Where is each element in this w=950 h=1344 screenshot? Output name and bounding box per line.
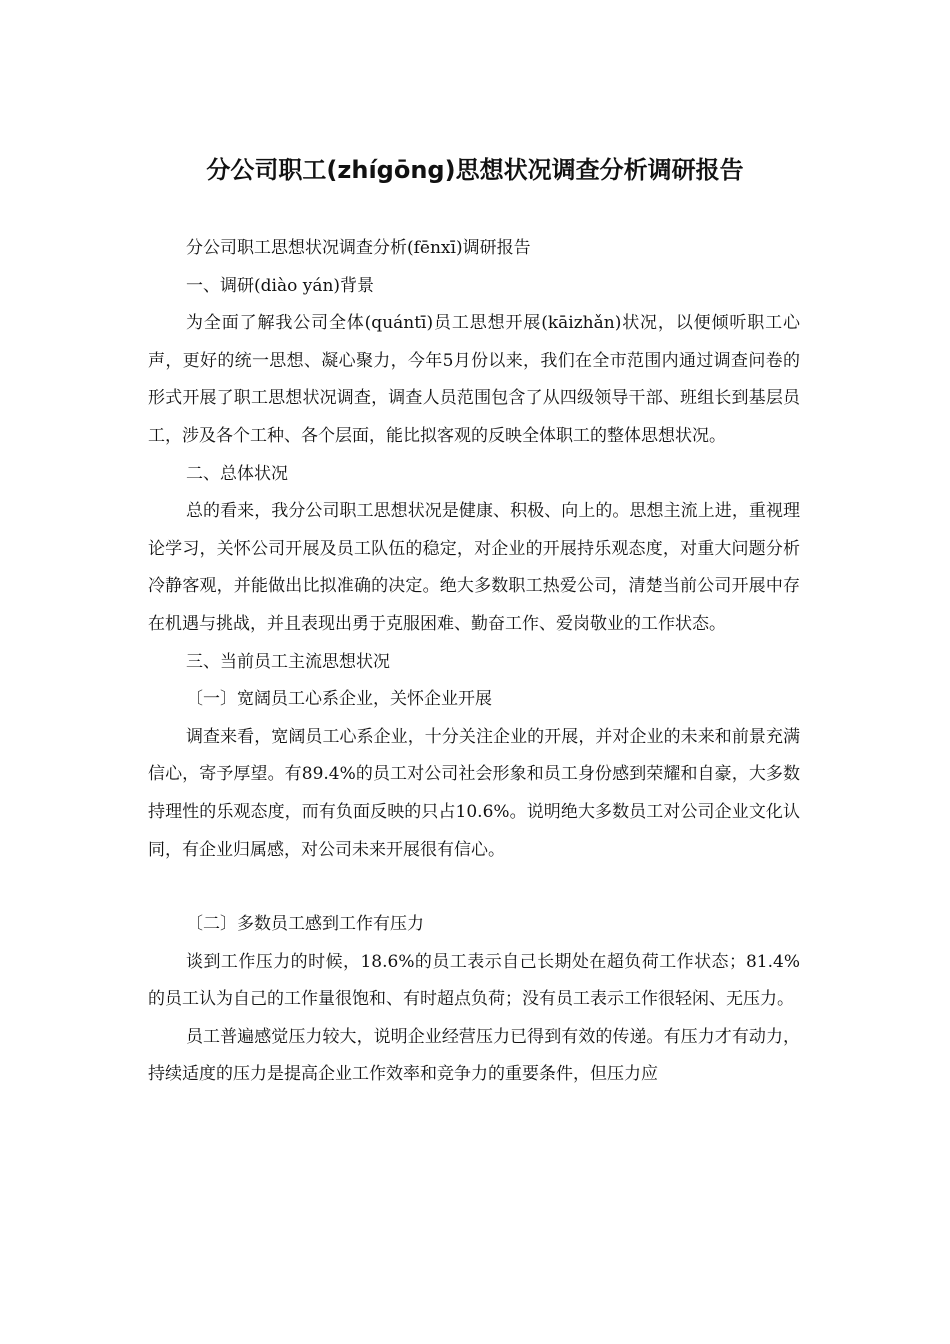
section-heading-overall: 二、总体状况: [186, 463, 288, 484]
document-title: 分公司职工(zhígōng)思想状况调查分析调研报告: [206, 156, 744, 184]
subtitle-paragraph: 分公司职工思想状况调查分析(fēnxī)调研报告: [186, 238, 531, 258]
blank-line: [148, 869, 800, 906]
background-paragraph: 为全面了解我公司全体(quántī)员工思想开展(kāizhǎn)状况，以便倾听职工心声，更好的统一思想、凝心聚力，今年5月份以来，我们在全市范围内通过调查问卷的形式开展了职工思想状况调查，调查人员范围包含了从四级领导干部、班组长到基层员工，涉及各个工种、各个层面，能比拟客观的反映全体职工的整体思想状况。: [148, 313, 800, 446]
subsection-heading-2: 〔二〕多数员工感到工作有压力: [186, 914, 424, 935]
subsection-2-paragraph: 谈到工作压力的时候，18.6%的员工表示自己长期处在超负荷工作状态；81.4%的员工认为自己的工作量很饱和、有时超点负荷；没有员工表示工作很轻闲、无压力。: [148, 951, 800, 1010]
subsection-1-paragraph: 调查来看，宽阔员工心系企业，十分关注企业的开展，并对企业的未来和前景充满信心，寄予厚望。有89.4%的员工对公司社会形象和员工身份感到荣耀和自豪，大多数持理性的乐观态度，而有负面反映的只占10.6%。说明绝大多数员工对公司企业文化认同，有企业归属感，对公司未来开展很有信心。: [148, 726, 800, 860]
subsection-heading-1: 〔一〕宽阔员工心系企业，关怀企业开展: [186, 689, 492, 710]
section-heading-background: 一、调研(diào yán)背景: [186, 275, 375, 296]
section-heading-mainstream: 三、当前员工主流思想状况: [186, 651, 390, 672]
pressure-paragraph: 员工普遍感觉压力较大，说明企业经营压力已得到有效的传递。有压力才有动力，持续适度的压力是提高企业工作效率和竞争力的重要条件，但压力应: [148, 1026, 800, 1085]
overall-paragraph: 总的看来，我分公司职工思想状况是健康、积极、向上的。思想主流上进，重视理论学习，关怀公司开展及员工队伍的稳定，对企业的开展持乐观态度，对重大问题分析冷静客观，并能做出比拟准确的决定。绝大多数职工热爱公司，清楚当前公司开展中存在机遇与挑战，并且表现出勇于克服困难、勤奋工作、爱岗敬业的工作状态。: [148, 501, 800, 634]
document-body: [148, 230, 800, 1094]
